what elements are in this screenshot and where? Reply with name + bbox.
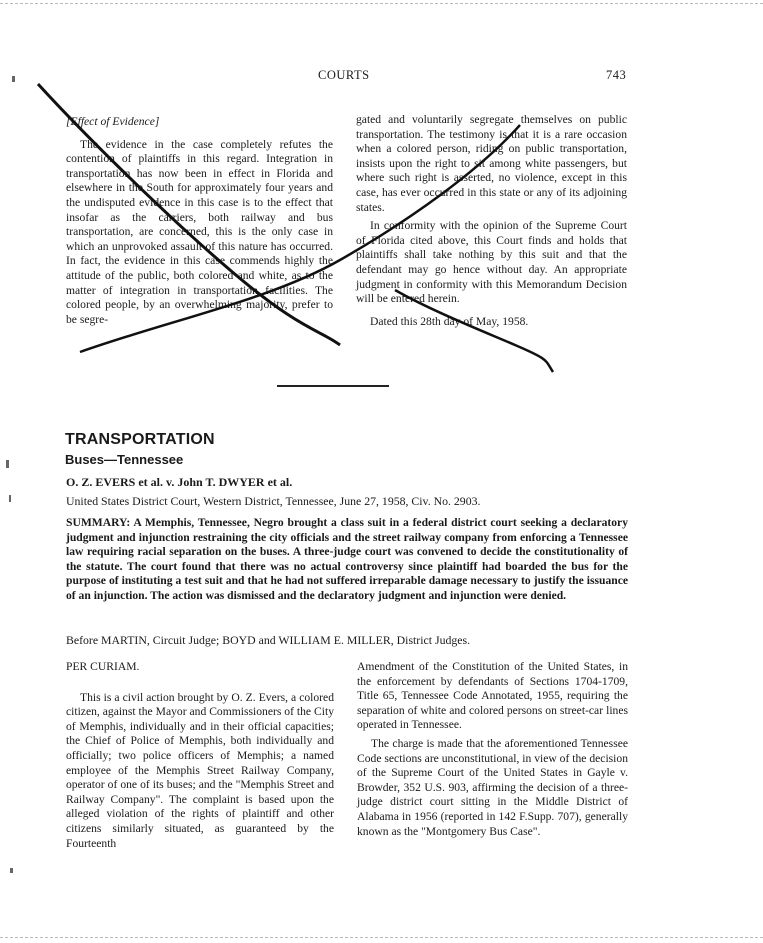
court-line: United States District Court, Western District, Tennessee, June 27, 1958, Civ. No. 2903. [66,494,481,508]
section-subtitle: Buses—Tennessee [65,452,184,467]
opinion-right-column [357,660,628,839]
dated-line: Dated this 28th day of May, 1958. [370,314,529,328]
case-name: O. Z. EVERS et al. v. John T. DWYER et al. [66,475,293,489]
case-summary: SUMMARY: A Memphis, Tennessee, Negro brought a class suit in a federal district court seeking a declaratory judgment and injunction restraining the city officials and the street railway company from enforcing a Tennessee law requiring racial separation on the buses. A three-judge court was convened to decide the constitutionality of the statute. The court found that there was no actual controversy since plaintiff had boarded the bus for the purpose of instituting a test suit and that he had not suffered irreparable damage necessary to justify the issuance of an injunction. The action was dismissed and the declaratory judgment and injunction were denied. [66,516,628,602]
section-heading-effect-of-evidence: [Effect of Evidence] [66,115,160,128]
margin-speck [10,868,13,873]
amendment-paragraph: Amendment of the Constitution of the United States, in the enforcement by defendants of Sections 1704-1709, Title 65, Tennessee Code Annotated, 1955, requiring the separation of white and colored persons on street-car lines operated in Tennessee. [357,660,628,732]
margin-speck [12,76,15,82]
civil-action-paragraph: This is a civil action brought by O. Z. Evers, a colored citizen, against the Mayor and Commissioners of the City of Memphis, individually and in their official capacities; the Chief of Police of Memphis, both individually and officially; two police officers of Memphis; a named employee of the Memphis Street Railway Company, operator of one of its buses; and the "Memphis Street and Railway Company". The complaint is based upon the alleged violation of the rights of plaintiff and other citizens similarly situated, as guaranteed by the Fourteenth [66,690,334,850]
left-column-upper [66,115,333,327]
page-number: 743 [606,68,627,82]
top-scan-edge [0,3,763,4]
running-title: COURTS [318,68,370,82]
continued-paragraph: gated and voluntarily segregate themselves on public transportation. The testimony is that it is a rare occasion when a colored person, riding on public transportation, insists upon the right to sit among white passengers, but where such right is asserted, no violence, except in this case, has ever occurred in this state or any of its adjoining states. [356,113,627,214]
section-divider [277,385,389,387]
conformity-paragraph: In conformity with the opinion of the Supreme Court of Florida cited above, this Court finds and holds that plaintiffs shall take nothing by this suit and that the defendant may go hence without day. An appropriate judgment in conformity with this Memorandum Decision will be entered herein. [356,219,627,306]
charge-paragraph: The charge is made that the aforementioned Tennessee Code sections are unconstitutional, in view of the decision of the Supreme Court of the United States in Gayle v. Browder, 352 U.S. 903, affirming the decision of a three-judge district court sitting in the Middle District of Alabama in 1956 (reported in 142 F.Supp. 707), generally known as the "Montgomery Bus Case". [357,736,628,838]
per-curiam-label: PER CURIAM. [66,660,140,673]
margin-speck [9,495,11,502]
right-column-upper [356,113,627,329]
evidence-paragraph: The evidence in the case completely refutes the contention of plaintiffs in this regard. Integration in transportation has now been in effect in Florida and elsewhere in the South for approximately four years and the undisputed evidence in this case is to the effect that insofar as the carriers, both railway and bus transportation, are concerned, this is the only case in which an unprovoked assault of this nature has occurred. In fact, the evidence in this case commends highly the attitude of the public, both colored and white, as to the matter of integration in transportation facilities. The colored people, by an overwhelming majority, prefer to be segre- [66,137,333,326]
margin-speck [6,460,9,468]
section-title: TRANSPORTATION [65,431,215,448]
opinion-left-column [66,660,334,851]
bottom-scan-edge [0,937,763,938]
judges-line: Before MARTIN, Circuit Judge; BOYD and WILLIAM E. MILLER, District Judges. [66,633,471,647]
